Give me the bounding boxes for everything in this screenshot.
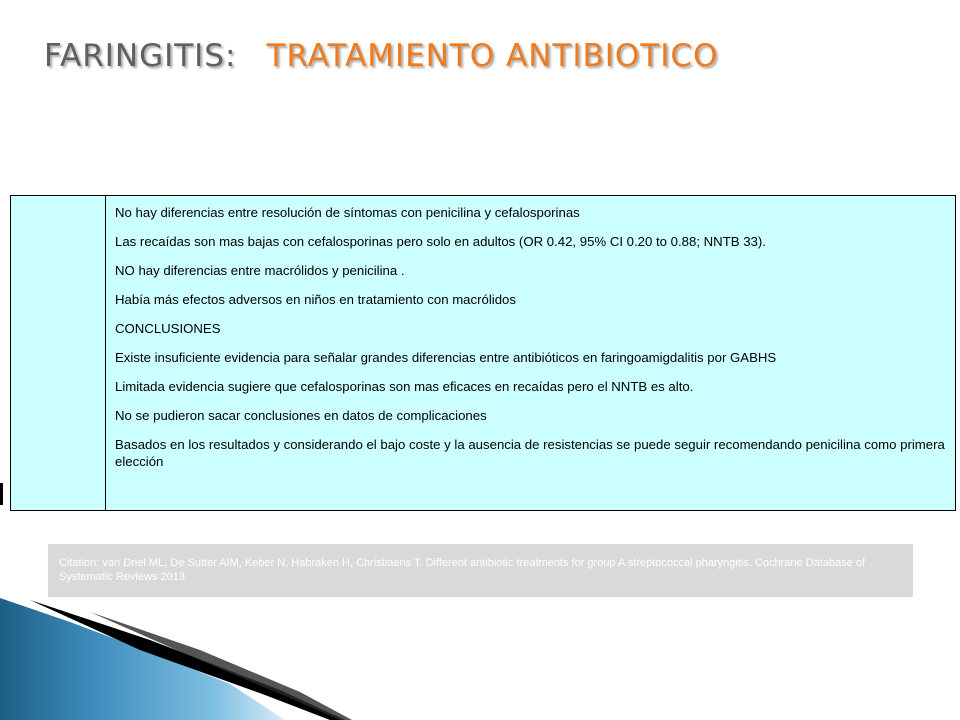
table-line: CONCLUSIONES xyxy=(115,321,221,336)
title-subtopic: TRATAMIENTO ANTIBIOTICO xyxy=(266,38,719,74)
table-line: No se pudieron sacar conclusiones en datos de complicaciones xyxy=(115,408,487,423)
table-line: NO hay diferencias entre macrólidos y penicilina . xyxy=(115,263,405,278)
citation-text: Citation: van Driel ML, De Sutter AIM, Keber N, Habraken H, Christiaens T. Different antibiotic treatments for group A streptococcal pharyngitis. Cochrane Database of Systematic Reviews 2013 xyxy=(59,557,866,583)
table-line: Limitada evidencia sugiere que cefalosporinas son mas eficaces en recaídas pero el NNTB es alto. xyxy=(115,379,694,394)
table-line: Basados en los resultados y considerando el bajo coste y la ausencia de resistencias se puede seguir recomendando penicilina como primera elección xyxy=(115,437,945,469)
table-line: Había más efectos adversos en niños en tratamiento con macrólidos xyxy=(115,292,516,307)
table-line: No hay diferencias entre resolución de síntomas con penicilina y cefalosporinas xyxy=(115,205,580,220)
title-topic: FARINGITIS: xyxy=(44,38,237,74)
table-line: Existe insuficiente evidencia para señalar grandes diferencias entre antibióticos en faringoamigdalitis por GABHS xyxy=(115,350,777,365)
table-line: Las recaídas son mas bajas con cefalosporinas pero solo en adultos (OR 0.42, 95% CI 0.20 to 0.88; NNTB 33). xyxy=(115,234,766,249)
